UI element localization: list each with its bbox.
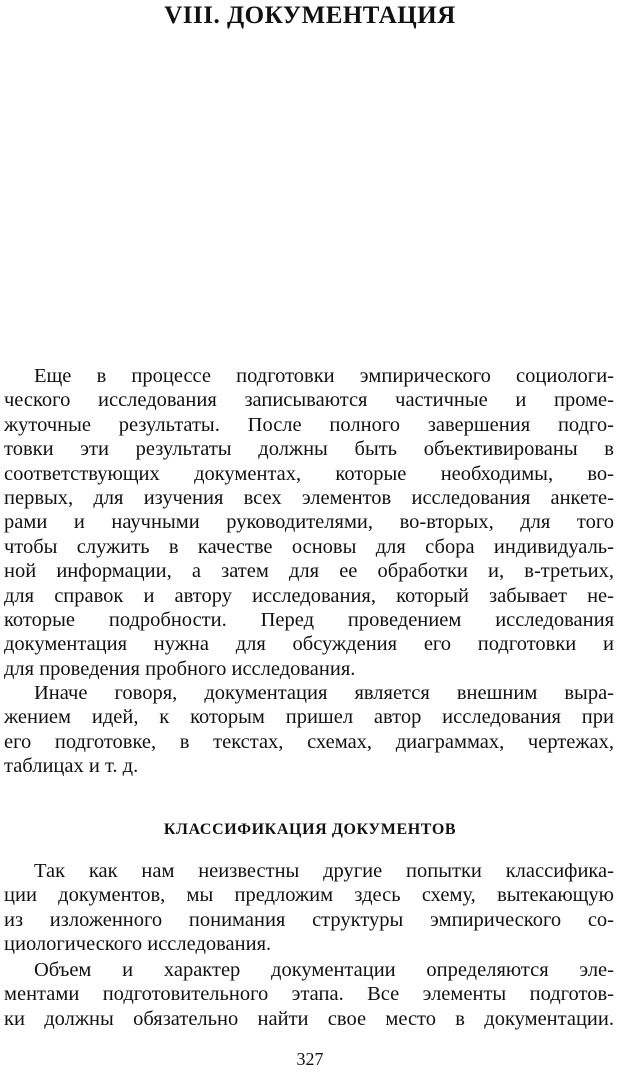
text-line: документация нужна для обсуждения его подготовки и xyxy=(4,633,614,656)
text-line: ции документов, мы предложим здесь схему, вытекающую xyxy=(4,884,614,907)
text-line: рами и научными руководителями, во-вторых, для того xyxy=(4,511,614,534)
text-line: жуточные результаты. После полного завершения подго- xyxy=(4,413,614,436)
text-line: ки должны обязательно найти свое место в документации. xyxy=(4,1007,614,1030)
text-line: для проведения пробного исследования. xyxy=(4,657,356,680)
body-paragraph-1 xyxy=(4,364,614,681)
body-paragraph-4 xyxy=(4,958,614,1031)
text-line: для справок и автору исследования, который забывает не- xyxy=(4,584,614,607)
body-paragraph-2 xyxy=(4,681,614,779)
text-line: первых, для изучения всех элементов исследования анкете- xyxy=(4,487,614,510)
text-line: которые подробности. Перед проведением исследования xyxy=(4,609,614,632)
text-line: его подготовке, в текстах, схемах, диаграммах, чертежах, xyxy=(4,730,614,753)
text-line: ческого исследования записываются частичные и проме- xyxy=(4,389,614,412)
text-line: ной информации, а затем для ее обработки и, в-третьих, xyxy=(4,560,614,583)
text-line: Еще в процессе подготовки эмпирического социологи- xyxy=(34,365,614,387)
text-line: таблицах и т. д. xyxy=(4,755,139,778)
body-paragraph-3 xyxy=(4,859,614,957)
text-line: Иначе говоря, документация является внешним выра- xyxy=(34,682,614,704)
text-line: чтобы служить в качестве основы для сбора индивидуаль- xyxy=(4,535,614,558)
text-line: жением идей, к которым пришел автор исследования при xyxy=(4,706,614,729)
text-line: ментами подготовительного этапа. Все элементы подготов- xyxy=(4,983,614,1006)
section-heading: КЛАССИФИКАЦИЯ ДОКУМЕНТОВ xyxy=(163,821,457,838)
page-number: 327 xyxy=(296,1049,324,1069)
chapter-title: VIII. ДОКУМЕНТАЦИЯ xyxy=(164,2,456,29)
text-line: из изложенного понимания структуры эмпирического со- xyxy=(4,908,614,931)
text-line: соответствующих документах, которые необходимы, во- xyxy=(4,462,614,485)
text-line: Так как нам неизвестны другие попытки классифика- xyxy=(34,860,614,882)
text-line: Объем и характер документации определяются эле- xyxy=(34,959,614,981)
text-line: товки эти результаты должны быть объективированы в xyxy=(4,438,614,461)
text-line: циологического исследования. xyxy=(4,933,272,956)
